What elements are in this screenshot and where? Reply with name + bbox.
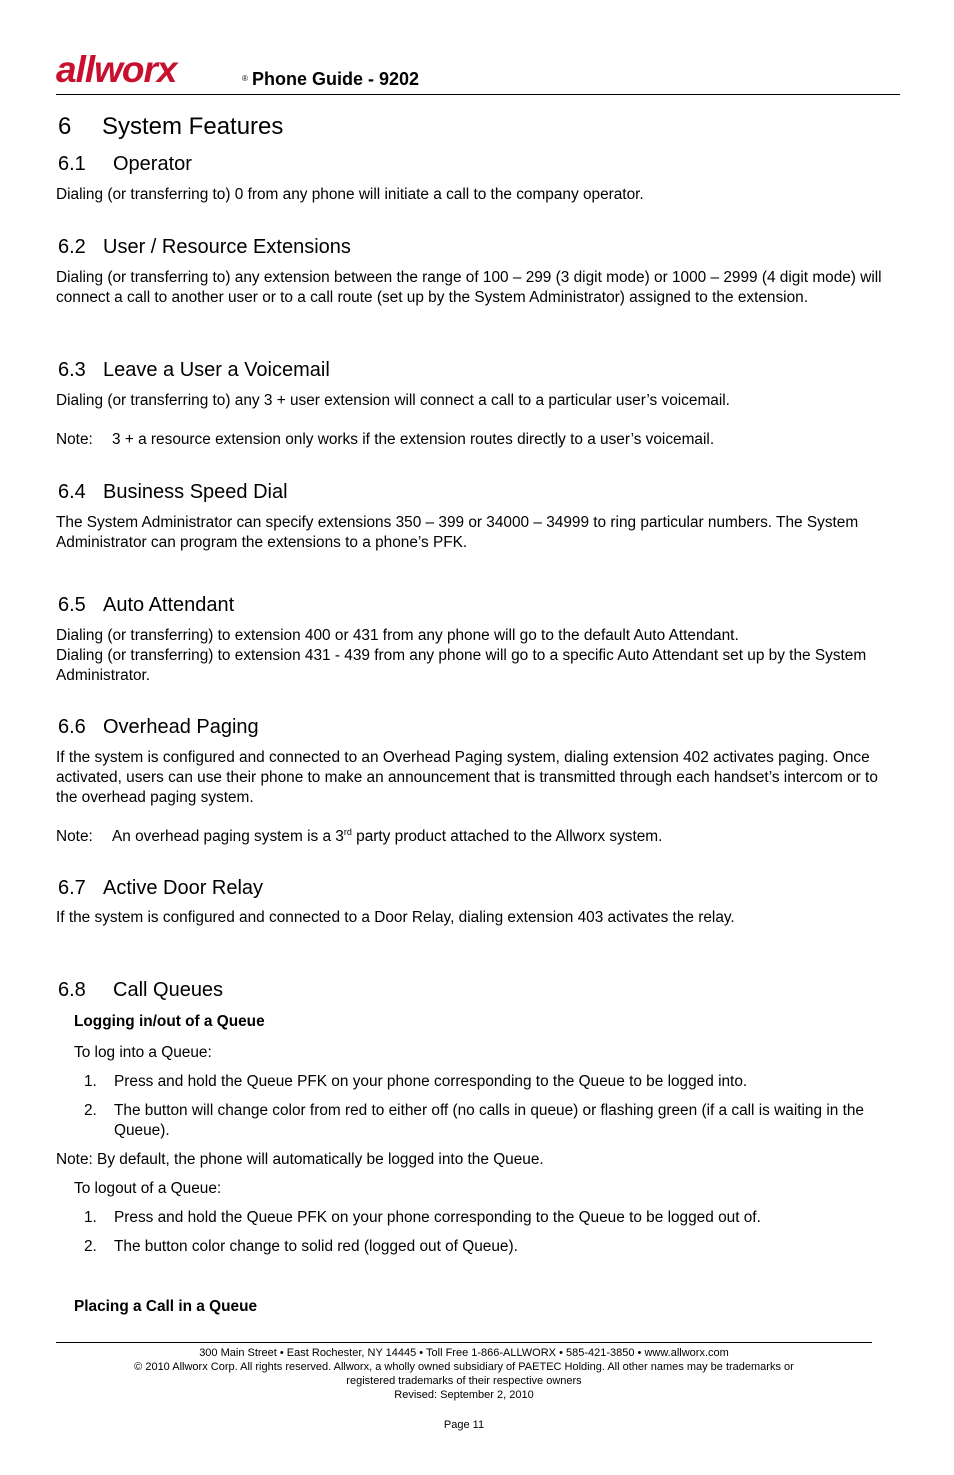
- subsection-title: Call Queues: [113, 979, 224, 1001]
- note-label: Note:: [56, 431, 93, 448]
- note-superscript: rd: [343, 826, 352, 837]
- logout-intro: To logout of a Queue:: [74, 1180, 222, 1197]
- subsection-heading-operator: [58, 152, 192, 176]
- logo-wordmark: allworx: [56, 49, 177, 90]
- list-number: 2.: [84, 1238, 97, 1255]
- subsection-number: 6.7: [58, 877, 86, 899]
- note-label: Note:: [56, 828, 93, 845]
- subsection-number: 6.3: [58, 359, 86, 381]
- document-title: Phone Guide - 9202: [252, 69, 420, 89]
- login-intro: To log into a Queue:: [74, 1044, 212, 1061]
- queue-note: Note: By default, the phone will automatically be logged into the Queue.: [56, 1151, 544, 1168]
- placing-call-heading: Placing a Call in a Queue: [74, 1298, 258, 1315]
- note-text-end: party product attached to the Allworx system.: [351, 828, 663, 845]
- extensions-paragraph: Dialing (or transferring to) any extension between the range of 100 – 299 (3 digit mode) or 1000 – 2999 (4 digit mode) will connect a call to another user or to a call route (set up by the System Administrator) assigned to the extension.: [56, 269, 882, 306]
- subsection-number: 6.5: [58, 594, 86, 616]
- subsection-title: Leave a User a Voicemail: [103, 359, 330, 381]
- section-title: System Features: [102, 113, 284, 140]
- list-text: The button will change color from red to either off (no calls in queue) or flashing green (if a call is waiting in the Queue).: [114, 1102, 864, 1139]
- page-header: [56, 46, 900, 95]
- subsection-title: Business Speed Dial: [103, 481, 288, 503]
- subsection-number: 6.6: [58, 716, 86, 738]
- footer-copyright-cont: registered trademarks of their respective owners: [346, 1375, 582, 1387]
- list-item: [84, 1208, 864, 1228]
- list-number: 1.: [84, 1209, 97, 1226]
- subsection-number: 6.2: [58, 236, 86, 258]
- paging-note: [56, 827, 902, 847]
- subsection-number: 6.1: [58, 153, 86, 175]
- subsection-heading-call-queues: [58, 978, 223, 1002]
- section-number: 6: [58, 113, 72, 140]
- list-item: [84, 1237, 864, 1257]
- subsection-heading-speed-dial: [58, 480, 288, 504]
- subsection-title: Overhead Paging: [103, 716, 259, 738]
- subsection-title: Active Door Relay: [103, 877, 264, 899]
- subsection-heading-paging: [58, 715, 259, 739]
- list-text: Press and hold the Queue PFK on your phone corresponding to the Queue to be logged into.: [114, 1073, 748, 1090]
- note-text: 3 + a resource extension only works if the extension routes directly to a user’s voicemail.: [112, 431, 715, 448]
- list-number: 2.: [84, 1102, 97, 1119]
- list-item: [84, 1072, 864, 1092]
- subsection-heading-extensions: [58, 235, 351, 259]
- voicemail-paragraph: Dialing (or transferring to) any 3 + user extension will connect a call to a particular user’s voicemail.: [56, 392, 730, 409]
- page-number: Page 11: [443, 1419, 485, 1431]
- subsection-heading-auto-attendant: [58, 593, 234, 617]
- footer-address: 300 Main Street • East Rochester, NY 14445 • Toll Free 1-866-ALLWORX • 585-421-3850 • www.allworx.com: [199, 1347, 729, 1359]
- logo-registered-mark: ®: [242, 74, 248, 83]
- footer-revised: Revised: September 2, 2010: [394, 1389, 534, 1401]
- door-relay-paragraph: If the system is configured and connected to a Door Relay, dialing extension 403 activates the relay.: [56, 909, 735, 926]
- list-text: The button color change to solid red (logged out of Queue).: [114, 1238, 518, 1255]
- voicemail-note: [56, 430, 902, 450]
- subsection-title: Auto Attendant: [103, 594, 235, 616]
- queue-login-heading: Logging in/out of a Queue: [74, 1013, 265, 1030]
- list-item: [84, 1101, 864, 1141]
- operator-paragraph: Dialing (or transferring to) 0 from any phone will initiate a call to the company operator.: [56, 186, 644, 203]
- auto-attendant-line-default: Dialing (or transferring) to extension 400 or 431 from any phone will go to the default Auto Attendant.: [56, 627, 739, 644]
- subsection-heading-voicemail: [58, 358, 330, 382]
- subsection-heading-door-relay: [58, 876, 263, 900]
- subsection-number: 6.8: [58, 979, 86, 1001]
- list-number: 1.: [84, 1073, 97, 1090]
- auto-attendant-line-specific: Dialing (or transferring) to extension 431 - 439 from any phone will go to a specific Auto Attendant set up by the System Administrator.: [56, 647, 867, 684]
- auto-attendant-paragraph: [56, 626, 902, 686]
- allworx-logo: [56, 50, 246, 90]
- footer-divider: [56, 1342, 872, 1343]
- section-heading: [58, 112, 283, 142]
- footer-copyright: © 2010 Allworx Corp. All rights reserved. Allworx, a wholly owned subsidiary of PAETEC Holding. All other names may be trademarks or: [134, 1361, 794, 1373]
- subsection-title: User / Resource Extensions: [103, 236, 351, 258]
- speed-dial-paragraph: The System Administrator can specify extensions 350 – 399 or 34000 – 34999 to ring particular numbers. The System Administrator can program the extensions to a phone’s PFK.: [56, 514, 859, 551]
- note-text-start: An overhead paging system is a 3: [112, 828, 344, 845]
- subsection-title: Operator: [113, 153, 192, 175]
- list-text: Press and hold the Queue PFK on your phone corresponding to the Queue to be logged out of.: [114, 1209, 761, 1226]
- paging-paragraph: If the system is configured and connected to an Overhead Paging system, dialing extension 402 activates paging. Once activated, users can use their phone to make an announcement that is transmitted through each handset’s intercom or to the overhead paging system.: [56, 749, 878, 806]
- subsection-number: 6.4: [58, 481, 86, 503]
